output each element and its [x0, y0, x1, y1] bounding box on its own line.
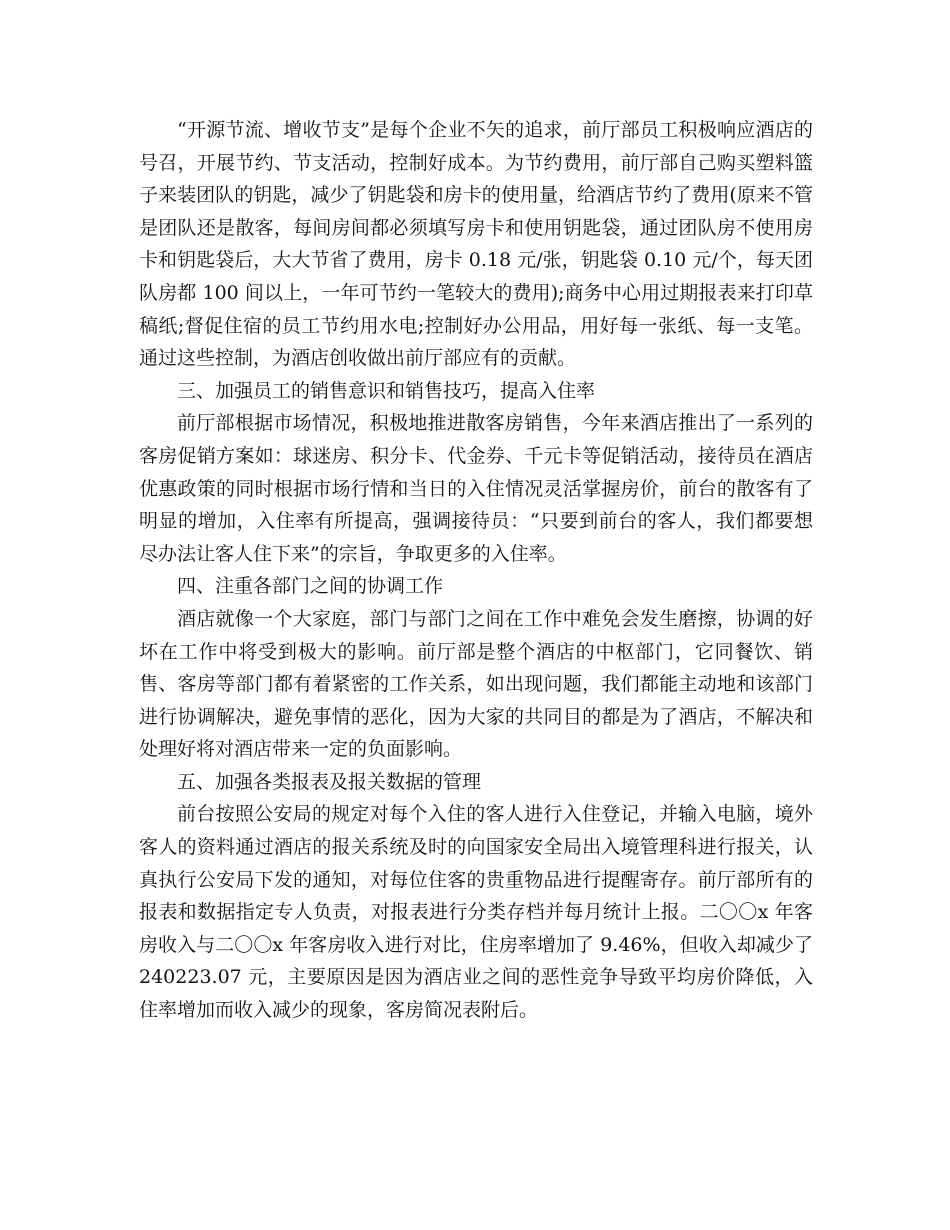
paragraph-sales-skills: 前厅部根据市场情况，积极地推进散客房销售，今年来酒店推出了一系列的客房促销方案如：球迷房、积分卡、代金券、千元卡等促销活动，接待员在酒店优惠政策的同时根据市场行情和当日的入住情况灵活掌握房价，前台的散客有了明显的增加，入住率有所提高，强调接待员：“只要到前台的客人，我们都要想尽办法让客人住下来”的宗旨，争取更多的入住率。 [139, 412, 813, 565]
paragraph-reports: 前台按照公安局的规定对每个入住的客人进行入住登记，并输入电脑，境外客人的资料通过酒店的报关系统及时的向国家安全局出入境管理科进行报关，认真执行公安局下发的通知，对每位住客的贵重物品进行提醒寄存。前厅部所有的报表和数据指定专人负责，对报表进行分类存档并每月统计上报。二〇〇x 年客房收入与二〇〇x 年客房收入进行对比，住房率增加了 9.46%，但收入却减少了 240223.07 元，主要原因是因为酒店业之间的恶性竞争导致平均房价降低，入住率增加而收入减少的现象，客房简况表附后。 [139, 803, 813, 1022]
heading-coordination: 四、注重各部门之间的协调工作 [177, 575, 444, 598]
paragraph-cost-control: “开源节流、增收节支”是每个企业不矢的追求，前厅部员工积极响应酒店的号召，开展节约、节支活动，控制好成本。为节约费用，前厅部自己购买塑料篮子来装团队的钥匙，减少了钥匙袋和房卡的使用量，给酒店节约了费用(原来不管是团队还是散客，每间房间都必须填写房卡和使用钥匙袋，通过团队房不使用房卡和钥匙袋后，大大节省了费用，房卡 0.18 元/张，钥匙袋 0.10 元/个，每天团队房都 100 间以上，一年可节约一笔较大的费用);商务中心用过期报表来打印草稿纸;督促住宿的员工节约用水电;控制好办公用品，用好每一张纸、每一支笔。通过这些控制，为酒店创收做出前厅部应有的贡献。 [139, 119, 813, 370]
paragraph-coordination: 酒店就像一个大家庭，部门与部门之间在工作中难免会发生磨擦，协调的好坏在工作中将受到极大的影响。前厅部是整个酒店的中枢部门，它同餐饮、销售、客房等部门都有着紧密的工作关系，如出现问题，我们都能主动地和该部门进行协调解决，避免事情的恶化，因为大家的共同目的都是为了酒店，不解决和处理好将对酒店带来一定的负面影响。 [139, 607, 813, 761]
heading-reports: 五、加强各类报表及报关数据的管理 [177, 770, 482, 793]
heading-sales-skills: 三、加强员工的销售意识和销售技巧，提高入住率 [177, 379, 596, 402]
document-body [139, 114, 813, 1027]
